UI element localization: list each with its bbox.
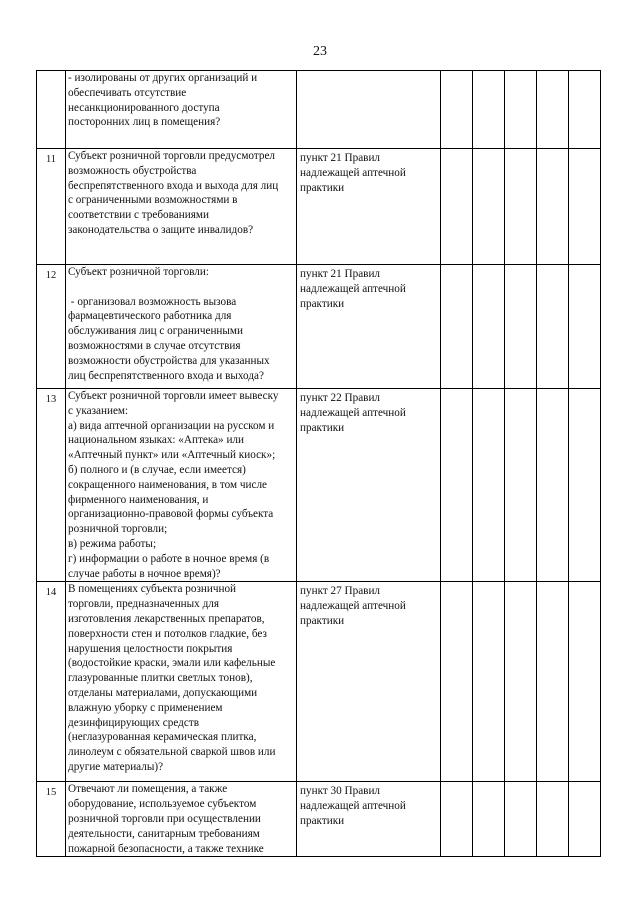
answer-cell [441,265,473,389]
requirement-line: национальном языках: «Аптека» или [68,434,245,447]
reference-line: пункт 27 Правил [300,585,381,598]
requirement-line: поверхности стен и потолков гладкие, без [68,627,267,640]
table-row [37,782,601,857]
requirement-cell [66,389,297,582]
row-number: 11 [37,149,66,265]
row-number: 12 [37,265,66,389]
requirement-line: В помещениях субъекта розничной [68,583,237,596]
requirement-cell [66,71,297,149]
requirement-line: соответствии с требованиями [68,209,209,222]
requirement-line: возможности обустройства для указанных [68,354,270,367]
answer-cell [537,71,569,149]
reference-line: надлежащей аптечной [300,800,406,813]
table-row [37,265,601,389]
answer-cell [473,71,505,149]
requirement-line: изготовления лекарственных препаратов, [68,612,265,625]
answer-cell [505,582,537,782]
answer-cell [505,782,537,857]
requirement-line: с указанием: [68,404,129,417]
requirement-line: возможность обустройства [68,164,197,177]
requirement-line: г) информации о работе в ночное время (в [68,552,270,565]
answer-cell [537,265,569,389]
requirement-line: (неглазурованная керамическая плитка, [68,731,257,744]
row-number [37,71,66,149]
requirement-line: Субъект розничной торговли: [68,266,209,278]
requirement-line: розничной торговли; [68,523,168,536]
answer-cell [537,582,569,782]
requirement-line: розничной торговли при осуществлении [68,812,261,825]
answer-cell [441,149,473,265]
reference-line: пункт 22 Правил [300,392,381,404]
requirement-line: - организовал возможность вызова [68,295,237,308]
requirement-line: с ограниченными возможностями в [68,194,238,207]
requirement-line: деятельности, санитарным требованиям [68,827,260,840]
requirement-line: законодательства о защите инвалидов? [68,223,254,236]
reference-line: надлежащей аптечной [300,600,406,613]
requirement-line: (водостойкие краски, эмали или кафельные [68,657,276,670]
answer-cell [505,149,537,265]
requirement-line: дезинфицирующих средств [68,716,199,729]
reference-cell [297,582,441,782]
row-number: 13 [37,389,66,582]
requirement-line: Отвечают ли помещения, а также [68,783,228,796]
row-number: 15 [37,782,66,857]
table-row [37,149,601,265]
reference-line: пункт 30 Правил [300,785,381,798]
reference-cell [297,265,441,389]
requirement-line: фармацевтического работника для [68,310,232,323]
answer-cell [473,782,505,857]
requirement-line: обслуживания лиц с ограниченными [68,325,243,338]
answer-cell [537,149,569,265]
answer-cell [505,71,537,149]
requirement-line: сокращенного наименования, в том числе [68,478,267,491]
reference-line: практики [300,614,345,627]
requirement-cell [66,265,297,389]
answer-cell [441,71,473,149]
requirement-line: б) полного и (в случае, если имеется) [68,463,246,476]
reference-line: надлежащей аптечной [300,166,406,179]
requirement-line: посторонних лиц в помещения? [68,116,221,129]
requirement-line: случае работы в ночное время)? [68,567,221,580]
answer-cell [537,782,569,857]
row-number: 14 [37,582,66,782]
requirement-line: - изолированы от других организаций и [68,72,258,84]
requirement-cell [66,582,297,782]
reference-line: надлежащей аптечной [300,282,406,295]
requirement-line: несанкционированного доступа [68,101,220,114]
requirement-line: линолеум с обязательной сваркой швов или [68,746,276,759]
requirement-cell [66,782,297,857]
answer-cell [505,265,537,389]
answer-cell [473,582,505,782]
reference-line: пункт 21 Правил [300,268,381,280]
requirement-line: возможностями в случае отсутствия [68,339,241,352]
requirement-line [68,280,294,295]
requirement-line: влажную уборку с применением [68,701,223,714]
answer-cell [441,582,473,782]
answer-cell [441,782,473,857]
reference-line: практики [300,181,345,194]
requirement-line: оборудование, используемое субъектом [68,798,257,811]
requirement-line: отделаны материалами, допускающими [68,686,258,699]
answer-cell [441,389,473,582]
requirement-line: Субъект розничной торговли предусмотрел [68,150,276,162]
table-row [37,71,601,149]
answer-cell [569,782,601,857]
requirement-line: глазурованные плитки светлых тонов), [68,672,253,685]
reference-line: практики [300,421,345,434]
table-row [37,582,601,782]
reference-cell [297,782,441,857]
reference-cell [297,71,441,149]
requirement-line: торговли, предназначенных для [68,598,219,611]
answer-cell [569,71,601,149]
answer-cell [569,582,601,782]
answer-cell [505,389,537,582]
requirement-line: лиц беспрепятственного входа и выхода? [68,369,264,382]
answer-cell [473,265,505,389]
requirement-line: «Аптечный пункт» или «Аптечный киоск»; [68,449,276,462]
requirement-line: а) вида аптечной организации на русском и [68,419,275,432]
answer-cell [473,149,505,265]
answer-cell [569,149,601,265]
requirement-line: другие материалы)? [68,760,164,773]
page-number: 23 [313,44,327,59]
answer-cell [569,265,601,389]
requirement-line: фирменного наименования, и [68,493,209,506]
requirement-cell [66,149,297,265]
reference-line: пункт 21 Правил [300,152,381,164]
requirement-line: беспрепятственного входа и выхода для лиц [68,179,279,192]
requirement-line: в) режима работы; [68,537,157,550]
answer-cell [537,389,569,582]
reference-cell [297,149,441,265]
reference-line: практики [300,297,345,310]
answer-cell [473,389,505,582]
requirement-line: пожарной безопасности, а также технике [68,842,264,855]
reference-line: практики [300,814,345,827]
answer-cell [569,389,601,582]
checklist-table [36,70,601,857]
reference-line: надлежащей аптечной [300,406,406,419]
requirement-line: нарушения целостности покрытия [68,642,233,655]
requirement-line: Субъект розничной торговли имеет вывеску [68,390,279,402]
table-row [37,389,601,582]
requirement-line: организационно-правовой формы субъекта [68,508,274,521]
reference-cell [297,389,441,582]
requirement-line: обеспечивать отсутствие [68,86,187,99]
